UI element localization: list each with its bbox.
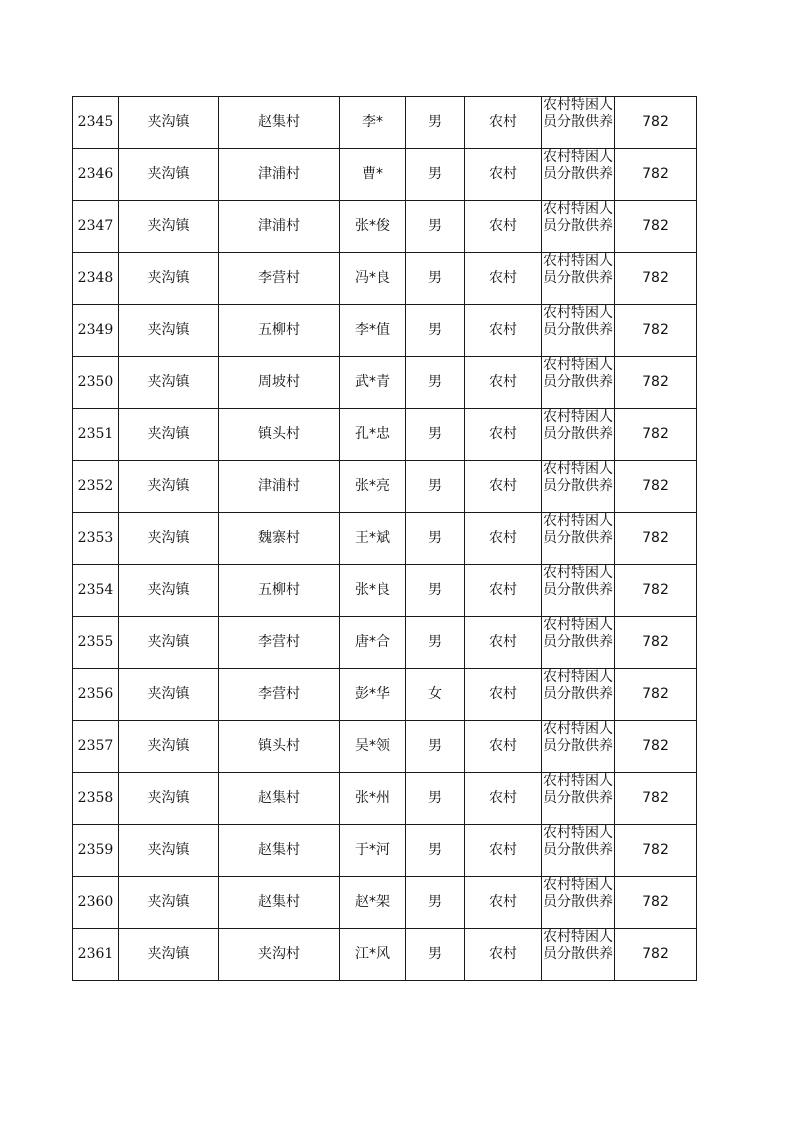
name-cell: 李*值 xyxy=(340,305,406,357)
category-cell xyxy=(542,149,615,201)
town-cell: 夹沟镇 xyxy=(119,357,219,409)
row-number-cell: 2360 xyxy=(73,877,119,929)
category-text: 农村特困人员分散供养 xyxy=(543,721,613,754)
amount-cell: 782 xyxy=(615,565,697,617)
residence-cell: 农村 xyxy=(465,825,542,877)
table-row xyxy=(73,97,697,149)
village-cell: 津浦村 xyxy=(219,149,340,201)
category-text: 农村特困人员分散供养 xyxy=(543,461,613,494)
category-cell xyxy=(542,357,615,409)
gender-cell: 男 xyxy=(406,565,465,617)
gender-cell: 男 xyxy=(406,773,465,825)
name-cell: 吴*领 xyxy=(340,721,406,773)
category-cell xyxy=(542,565,615,617)
gender-cell: 男 xyxy=(406,305,465,357)
gender-cell: 男 xyxy=(406,825,465,877)
name-cell: 江*风 xyxy=(340,929,406,981)
category-cell xyxy=(542,877,615,929)
category-cell xyxy=(542,721,615,773)
row-number-cell: 2354 xyxy=(73,565,119,617)
row-number-cell: 2356 xyxy=(73,669,119,721)
gender-cell: 男 xyxy=(406,253,465,305)
category-text: 农村特困人员分散供养 xyxy=(543,877,613,910)
category-text: 农村特困人员分散供养 xyxy=(543,201,613,234)
residence-cell: 农村 xyxy=(465,513,542,565)
town-cell: 夹沟镇 xyxy=(119,409,219,461)
category-text: 农村特困人员分散供养 xyxy=(543,357,613,390)
table-row xyxy=(73,201,697,253)
row-number-cell: 2348 xyxy=(73,253,119,305)
name-cell: 武*青 xyxy=(340,357,406,409)
town-cell: 夹沟镇 xyxy=(119,305,219,357)
gender-cell: 女 xyxy=(406,669,465,721)
gender-cell: 男 xyxy=(406,461,465,513)
village-cell: 津浦村 xyxy=(219,201,340,253)
name-cell: 王*斌 xyxy=(340,513,406,565)
amount-cell: 782 xyxy=(615,773,697,825)
assistance-roster-table xyxy=(72,96,697,981)
gender-cell: 男 xyxy=(406,149,465,201)
table-row xyxy=(73,617,697,669)
row-number-cell: 2345 xyxy=(73,97,119,149)
village-cell: 李营村 xyxy=(219,669,340,721)
village-cell: 赵集村 xyxy=(219,877,340,929)
category-text: 农村特困人员分散供养 xyxy=(543,513,613,546)
table-row xyxy=(73,357,697,409)
category-cell xyxy=(542,461,615,513)
gender-cell: 男 xyxy=(406,201,465,253)
row-number-cell: 2357 xyxy=(73,721,119,773)
amount-cell: 782 xyxy=(615,409,697,461)
category-text: 农村特困人员分散供养 xyxy=(543,305,613,338)
town-cell: 夹沟镇 xyxy=(119,617,219,669)
town-cell: 夹沟镇 xyxy=(119,877,219,929)
category-cell xyxy=(542,825,615,877)
category-cell xyxy=(542,513,615,565)
row-number-cell: 2347 xyxy=(73,201,119,253)
residence-cell: 农村 xyxy=(465,617,542,669)
category-cell xyxy=(542,929,615,981)
table-row xyxy=(73,513,697,565)
category-cell xyxy=(542,201,615,253)
village-cell: 李营村 xyxy=(219,617,340,669)
row-number-cell: 2350 xyxy=(73,357,119,409)
table-row xyxy=(73,409,697,461)
row-number-cell: 2351 xyxy=(73,409,119,461)
category-cell xyxy=(542,253,615,305)
category-text: 农村特困人员分散供养 xyxy=(543,409,613,442)
category-cell xyxy=(542,97,615,149)
name-cell: 赵*架 xyxy=(340,877,406,929)
amount-cell: 782 xyxy=(615,877,697,929)
town-cell: 夹沟镇 xyxy=(119,149,219,201)
gender-cell: 男 xyxy=(406,617,465,669)
category-text: 农村特困人员分散供养 xyxy=(543,617,613,650)
amount-cell: 782 xyxy=(615,461,697,513)
town-cell: 夹沟镇 xyxy=(119,97,219,149)
name-cell: 冯*良 xyxy=(340,253,406,305)
amount-cell: 782 xyxy=(615,97,697,149)
amount-cell: 782 xyxy=(615,721,697,773)
gender-cell: 男 xyxy=(406,929,465,981)
residence-cell: 农村 xyxy=(465,357,542,409)
village-cell: 镇头村 xyxy=(219,409,340,461)
town-cell: 夹沟镇 xyxy=(119,513,219,565)
row-number-cell: 2361 xyxy=(73,929,119,981)
name-cell: 孔*忠 xyxy=(340,409,406,461)
table-row xyxy=(73,149,697,201)
category-text: 农村特困人员分散供养 xyxy=(543,97,613,130)
residence-cell: 农村 xyxy=(465,253,542,305)
residence-cell: 农村 xyxy=(465,461,542,513)
table-row xyxy=(73,305,697,357)
table-row xyxy=(73,877,697,929)
table-row xyxy=(73,929,697,981)
residence-cell: 农村 xyxy=(465,97,542,149)
category-text: 农村特困人员分散供养 xyxy=(543,773,613,806)
amount-cell: 782 xyxy=(615,513,697,565)
residence-cell: 农村 xyxy=(465,201,542,253)
amount-cell: 782 xyxy=(615,149,697,201)
village-cell: 周坡村 xyxy=(219,357,340,409)
gender-cell: 男 xyxy=(406,409,465,461)
village-cell: 夹沟村 xyxy=(219,929,340,981)
category-cell xyxy=(542,305,615,357)
gender-cell: 男 xyxy=(406,97,465,149)
residence-cell: 农村 xyxy=(465,149,542,201)
table-row xyxy=(73,825,697,877)
village-cell: 赵集村 xyxy=(219,825,340,877)
gender-cell: 男 xyxy=(406,357,465,409)
village-cell: 赵集村 xyxy=(219,773,340,825)
row-number-cell: 2346 xyxy=(73,149,119,201)
village-cell: 李营村 xyxy=(219,253,340,305)
name-cell: 张*良 xyxy=(340,565,406,617)
name-cell: 彭*华 xyxy=(340,669,406,721)
town-cell: 夹沟镇 xyxy=(119,825,219,877)
amount-cell: 782 xyxy=(615,617,697,669)
residence-cell: 农村 xyxy=(465,669,542,721)
village-cell: 五柳村 xyxy=(219,305,340,357)
town-cell: 夹沟镇 xyxy=(119,929,219,981)
village-cell: 镇头村 xyxy=(219,721,340,773)
category-text: 农村特困人员分散供养 xyxy=(543,149,613,182)
table-row xyxy=(73,253,697,305)
name-cell: 曹* xyxy=(340,149,406,201)
gender-cell: 男 xyxy=(406,721,465,773)
category-text: 农村特困人员分散供养 xyxy=(543,565,613,598)
town-cell: 夹沟镇 xyxy=(119,773,219,825)
row-number-cell: 2352 xyxy=(73,461,119,513)
roster-body xyxy=(73,97,697,981)
amount-cell: 782 xyxy=(615,201,697,253)
category-text: 农村特困人员分散供养 xyxy=(543,825,613,858)
category-cell xyxy=(542,617,615,669)
name-cell: 于*河 xyxy=(340,825,406,877)
amount-cell: 782 xyxy=(615,669,697,721)
amount-cell: 782 xyxy=(615,253,697,305)
table-row xyxy=(73,773,697,825)
name-cell: 李* xyxy=(340,97,406,149)
name-cell: 张*亮 xyxy=(340,461,406,513)
town-cell: 夹沟镇 xyxy=(119,669,219,721)
amount-cell: 782 xyxy=(615,825,697,877)
amount-cell: 782 xyxy=(615,929,697,981)
table-row xyxy=(73,721,697,773)
village-cell: 魏寨村 xyxy=(219,513,340,565)
amount-cell: 782 xyxy=(615,357,697,409)
row-number-cell: 2358 xyxy=(73,773,119,825)
row-number-cell: 2359 xyxy=(73,825,119,877)
category-cell xyxy=(542,773,615,825)
town-cell: 夹沟镇 xyxy=(119,461,219,513)
name-cell: 唐*合 xyxy=(340,617,406,669)
gender-cell: 男 xyxy=(406,513,465,565)
town-cell: 夹沟镇 xyxy=(119,565,219,617)
town-cell: 夹沟镇 xyxy=(119,253,219,305)
row-number-cell: 2349 xyxy=(73,305,119,357)
row-number-cell: 2355 xyxy=(73,617,119,669)
category-cell xyxy=(542,409,615,461)
residence-cell: 农村 xyxy=(465,721,542,773)
name-cell: 张*俊 xyxy=(340,201,406,253)
residence-cell: 农村 xyxy=(465,929,542,981)
category-cell xyxy=(542,669,615,721)
table-row xyxy=(73,461,697,513)
category-text: 农村特困人员分散供养 xyxy=(543,669,613,702)
category-text: 农村特困人员分散供养 xyxy=(543,929,613,962)
town-cell: 夹沟镇 xyxy=(119,201,219,253)
village-cell: 五柳村 xyxy=(219,565,340,617)
residence-cell: 农村 xyxy=(465,877,542,929)
residence-cell: 农村 xyxy=(465,773,542,825)
table-row xyxy=(73,669,697,721)
residence-cell: 农村 xyxy=(465,409,542,461)
name-cell: 张*州 xyxy=(340,773,406,825)
table-row xyxy=(73,565,697,617)
category-text: 农村特困人员分散供养 xyxy=(543,253,613,286)
village-cell: 津浦村 xyxy=(219,461,340,513)
town-cell: 夹沟镇 xyxy=(119,721,219,773)
residence-cell: 农村 xyxy=(465,565,542,617)
row-number-cell: 2353 xyxy=(73,513,119,565)
amount-cell: 782 xyxy=(615,305,697,357)
village-cell: 赵集村 xyxy=(219,97,340,149)
residence-cell: 农村 xyxy=(465,305,542,357)
gender-cell: 男 xyxy=(406,877,465,929)
